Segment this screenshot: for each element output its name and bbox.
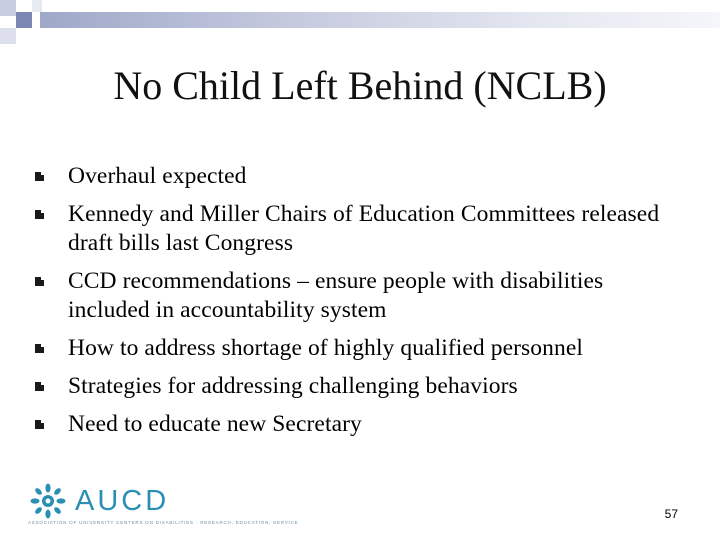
bullet-item [68,162,688,191]
bullet-item [68,410,688,439]
aucd-logo [28,485,299,527]
aucd-starburst-icon [30,483,66,519]
bullet-square-icon [35,344,44,353]
bullet-square-icon [35,210,44,219]
header-square-4 [0,28,16,44]
bullet-text: CCD recommendations – ensure people with disabilities included in accountability system [68,268,604,323]
header-square-1 [0,0,16,16]
bullet-item [68,267,688,325]
bullet-item [68,334,688,363]
header-square-5 [32,0,42,12]
bullet-item [68,200,688,258]
bullet-text: Overhaul expected [68,163,247,189]
bullet-item [68,372,688,401]
bullet-text: How to address shortage of highly qualified personnel [68,335,584,361]
bullet-square-icon [35,382,44,391]
logo-text: AUCD [75,485,170,517]
bullet-text: Kennedy and Miller Chairs of Education Committees released draft bills last Congress [68,201,660,256]
header-decoration [0,0,720,50]
slide-title: No Child Left Behind (NCLB) [113,63,607,108]
bullet-text: Strategies for addressing challenging behaviors [68,373,518,399]
header-gradient-band [40,12,720,28]
page-number: 57 [664,507,678,521]
header-square-3 [16,12,32,28]
bullet-square-icon [35,277,44,286]
bullet-square-icon [35,420,44,429]
bullet-list [68,162,688,448]
bullet-square-icon [35,172,44,181]
logo-tagline: ASSOCIATION OF UNIVERSITY CENTERS ON DISABILITIES · RESEARCH, EDUCATION, SERVICE [28,520,299,525]
bullet-text: Need to educate new Secretary [68,411,362,437]
